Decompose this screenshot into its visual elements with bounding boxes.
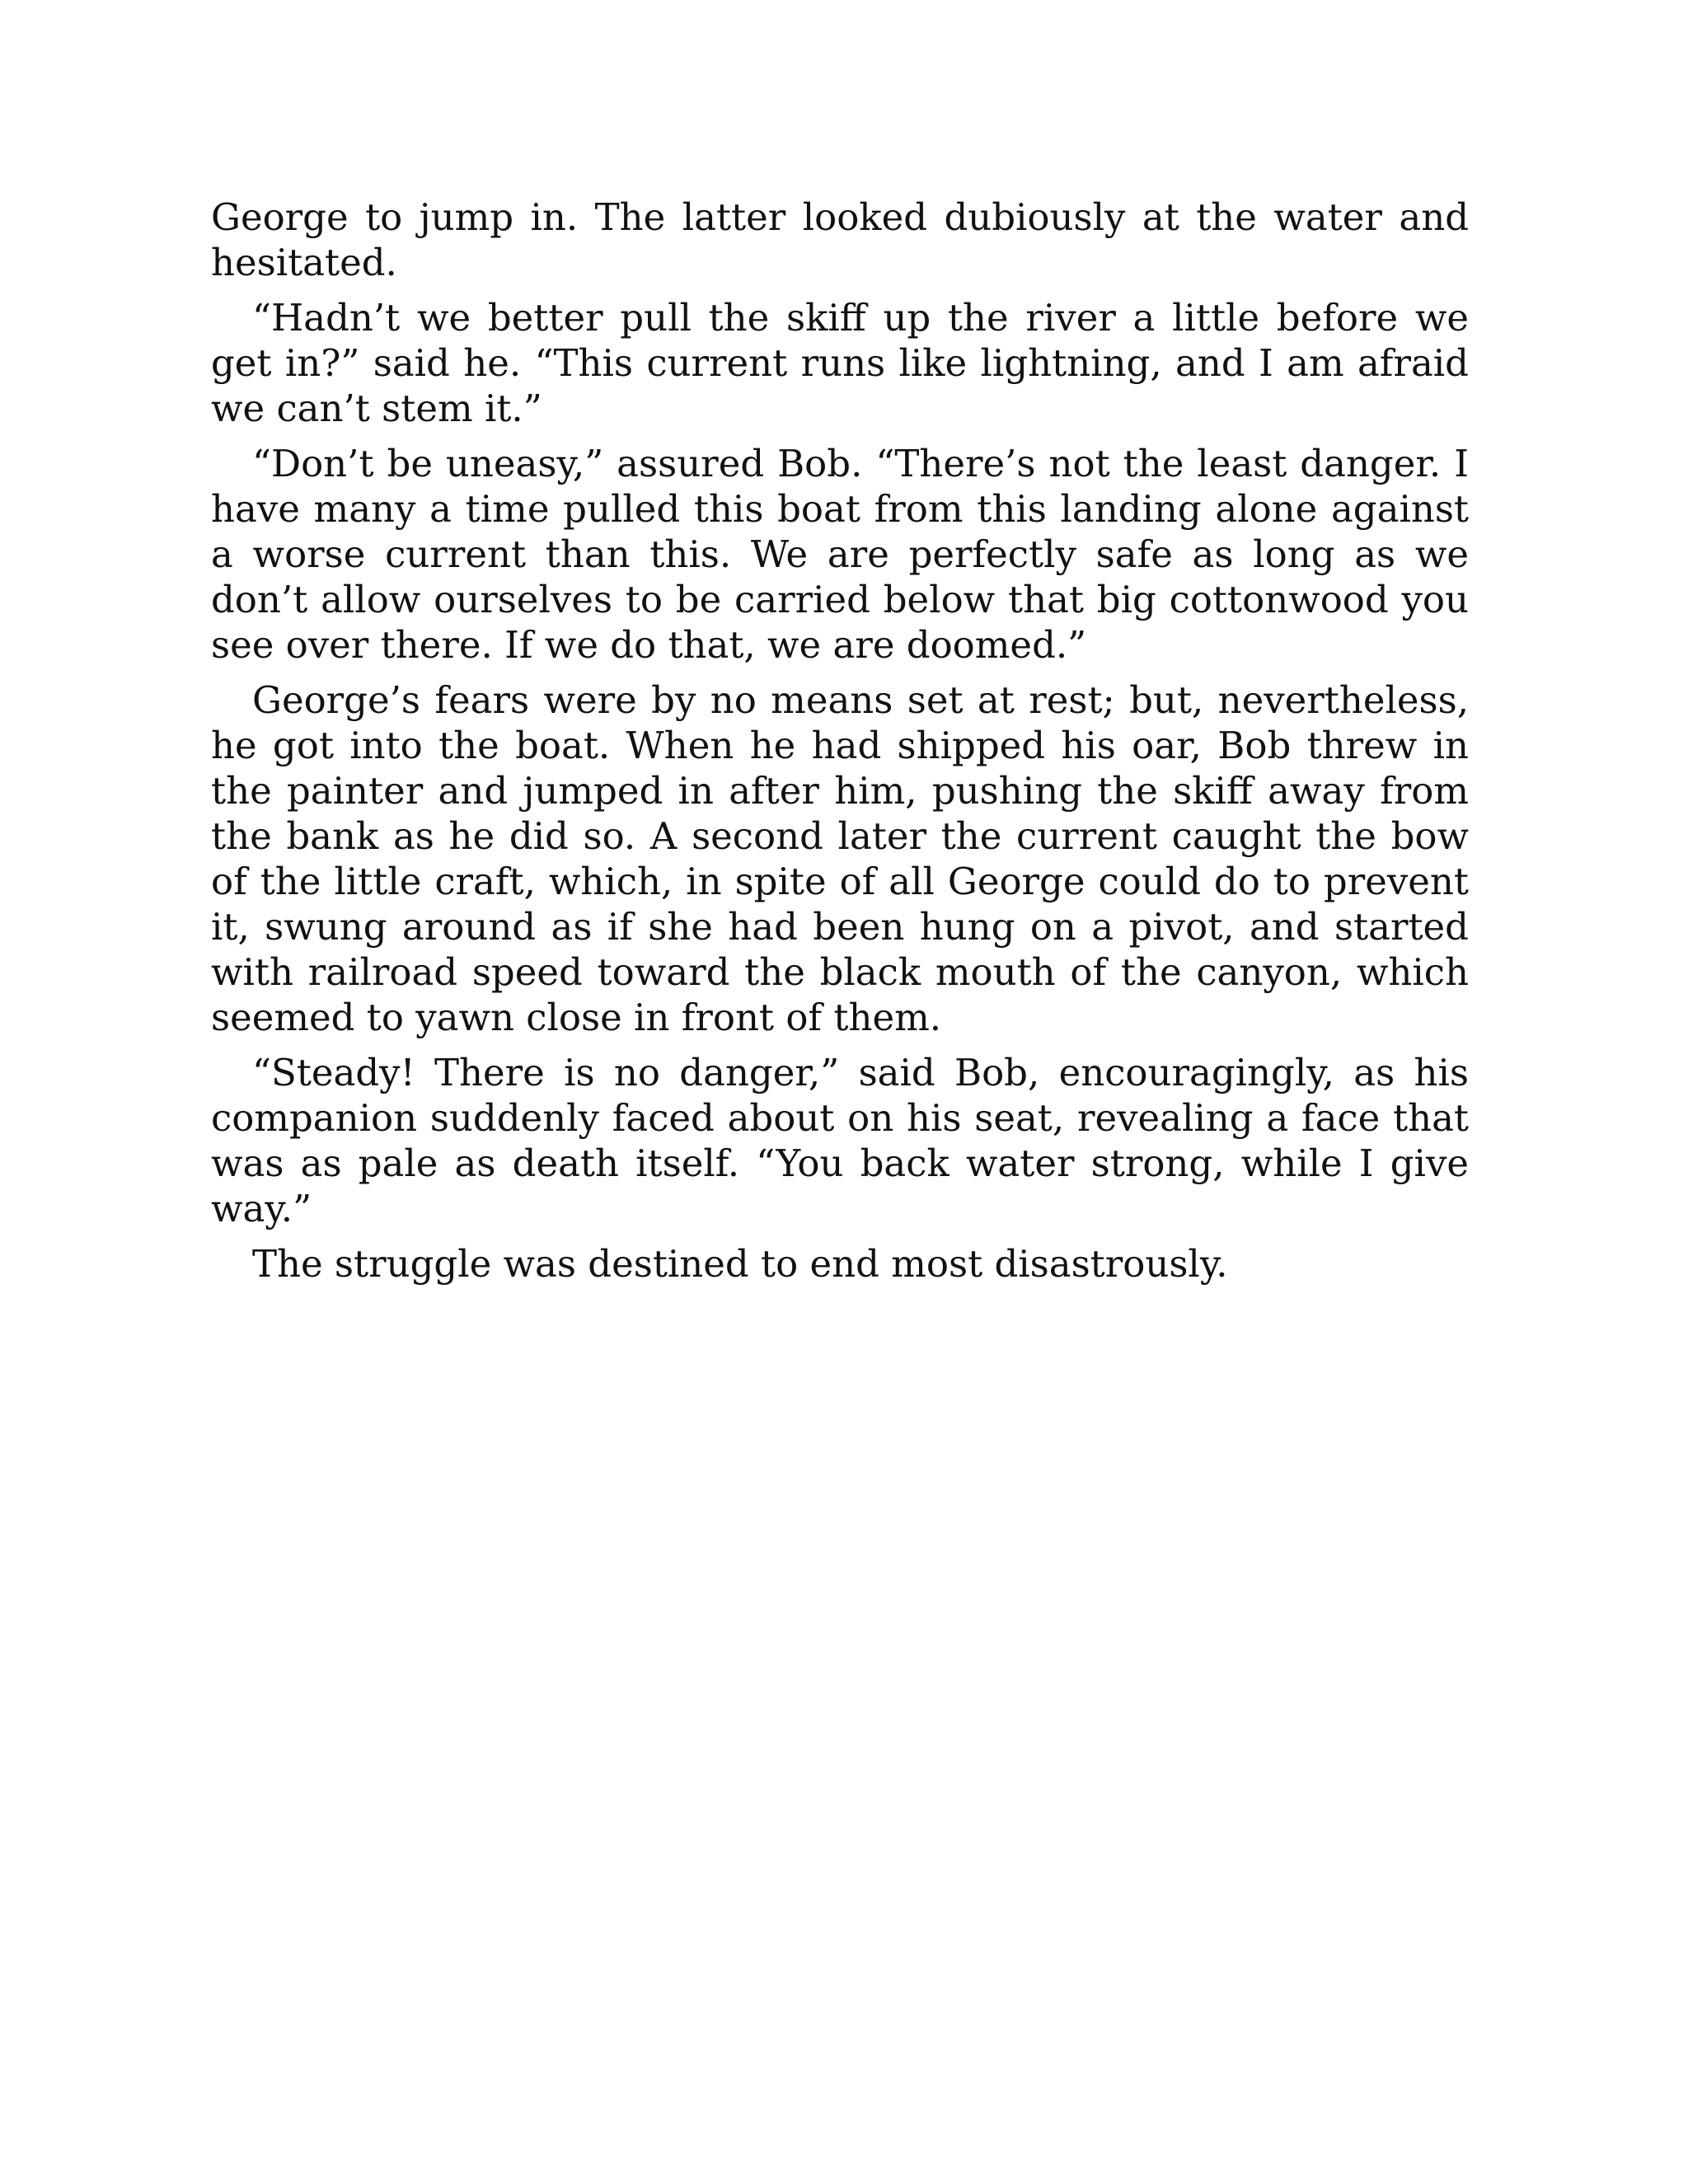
paragraph-6: The struggle was destined to end most disastrously. bbox=[252, 1242, 1228, 1286]
body-text bbox=[211, 194, 1469, 1296]
paragraph-3: “Don’t be uneasy,” assured Bob. “There’s not the least danger. I have many a time pulled this boat from this landing alone against a worse current than this. We are perfectly safe as long as we don’t allow ourselves to be carried below that big cottonwood you see over there. If we do that, we are doomed.” bbox=[211, 442, 1469, 667]
paragraph-5: “Steady! There is no danger,” said Bob, encouragingly, as his companion suddenly faced about on his seat, revealing a face that was as pale as death itself. “You back water strong, while I give way.” bbox=[211, 1051, 1469, 1230]
paragraph-2: “Hadn’t we better pull the skiff up the river a little before we get in?” said he. “This current runs like lightning, and I am afraid we can’t stem it.” bbox=[211, 296, 1469, 430]
paragraph-1: George to jump in. The latter looked dubiously at the water and hesitated. bbox=[211, 195, 1469, 284]
paragraph-4: George’s fears were by no means set at rest; but, nevertheless, he got into the boat. When he had shipped his oar, Bob threw in the painter and jumped in after him, pushing the skiff away from the bank as he did so. A second later the current caught the bow of the little craft, which, in spite of all George could do to prevent it, swung around as if she had been hung on a pivot, and started with railroad speed toward the black mouth of the canyon, which seemed to yawn close in front of them. bbox=[211, 678, 1469, 1039]
